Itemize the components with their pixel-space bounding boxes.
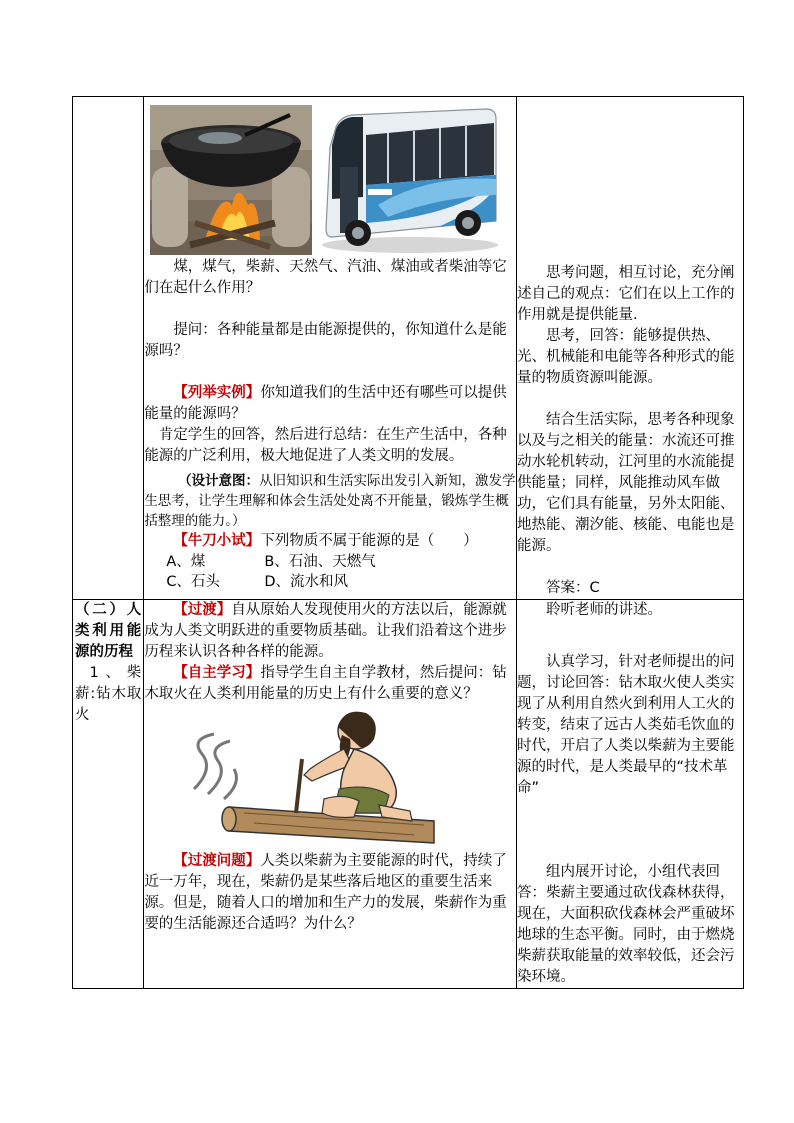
option-c: C、石头	[166, 574, 220, 590]
quiz-options	[144, 552, 516, 592]
answer-6: 组内展开讨论，小组代表回答：柴薪主要通过砍伐森林获得，现在，大面积砍伐森林会严重破坏地球的生态平衡。同时，由于燃烧柴薪获取能量的效率较低，还会污染环境。	[516, 864, 735, 985]
design-intent	[144, 471, 516, 531]
quiz-tag: 【牛刀小试】	[173, 533, 261, 549]
transition-tag: 【过渡】	[173, 602, 232, 618]
self-study-text: 指导学生自主自学教材，然后提问：钻木取火在人类利用能量的历史上有什么重要的意义？	[144, 665, 507, 702]
student-activity-cell	[516, 97, 743, 600]
option-a: A、煤	[166, 554, 206, 570]
example-tag: 【列举实例】	[173, 385, 261, 401]
phase-heading: （二）人类利用能源的历程	[75, 602, 142, 660]
teacher-activity-cell-2	[144, 600, 517, 989]
example-paragraph	[144, 383, 516, 425]
phase-subheading: 1、柴薪:钻木取火	[75, 665, 142, 723]
design-tag: （设计意图：	[178, 473, 260, 489]
stove-photo	[150, 105, 312, 255]
quiz-text: 下列物质不属于能源的是（ ）	[260, 533, 478, 549]
answer-3: 结合生活实际，思考各种现象以及与之相关的能量：水流还可推动水轮机转动，江河里的水流能提供能量；同样，风能推动风车做功，它们具有能量，另外太阳能、地热能、潮汐能、核能、电能也是能源。	[516, 412, 735, 554]
phase-title	[73, 600, 143, 726]
transition-question-paragraph	[144, 851, 516, 935]
self-study-tag: 【自主学习】	[173, 665, 261, 681]
bus-photo	[318, 105, 500, 255]
quiz-answer: 答案：C	[545, 580, 600, 596]
option-d: D、流水和风	[264, 574, 348, 590]
student-activity-cell-2	[516, 600, 743, 989]
answer-1: 思考问题，相互讨论，充分阐述自己的观点：它们在以上工作的作用就是提供能量.	[516, 265, 735, 323]
answer-5: 认真学习，针对老师提出的问题，讨论回答：钻木取火使人类实现了从利用自然火到利用人工火的转变，结束了远古人类茹毛饮血的时代，开启了人类以柴薪为主要能源的时代，是人类最早的“技术革命”	[516, 654, 735, 796]
phase-cell	[73, 600, 144, 989]
question-2: 提问：各种能量都是由能源提供的，你知道什么是能源吗？	[144, 322, 507, 359]
table-row	[73, 97, 744, 600]
option-b: B、石油、天燃气	[264, 554, 376, 570]
self-study-paragraph	[144, 663, 516, 705]
answer-2: 思考，回答：能够提供热、光、机械能和电能等各种形式的能量的物质资源叫能源。	[516, 328, 735, 386]
transition-text: 自从原始人发现使用火的方法以后，能源就成为人类文明跃进的重要物质基础。让我们沿着这个进步历程来认识各种各样的能源。	[144, 602, 507, 660]
drilling-fire-illustration	[184, 709, 454, 849]
illustration-area	[144, 705, 516, 851]
transition-paragraph	[144, 600, 516, 663]
design-text: 从旧知识和生活实际出发引入新知，激发学生思考，让学生理解和体会生活处处离不开能量，锻炼学生概括整理的能力。）	[144, 473, 516, 529]
lesson-table	[72, 96, 744, 989]
table-row	[73, 600, 744, 989]
question-1: 煤，煤气，柴薪、天然气、汽油、煤油或者柴油等它们在起什么作用？	[144, 259, 507, 296]
answer-4: 聆听老师的讲述。	[545, 602, 662, 618]
quiz-paragraph	[144, 531, 516, 552]
teacher-activity-cell	[144, 97, 517, 600]
phase-cell-empty	[73, 97, 144, 600]
summary-text: 肯定学生的回答，然后进行总结：在生产生活中，各种能源的广泛利用，极大地促进了人类文明的发展。	[144, 427, 507, 464]
transition-question-text: 人类以柴薪为主要能源的时代，持续了近一万年，现在，柴薪仍是某些落后地区的重要生活来源。但是，随着人口的增加和生产力的发展，柴薪作为重要的生活能源还合适吗？为什么？	[144, 853, 507, 932]
photo-area	[144, 97, 516, 257]
transition-question-tag: 【过渡问题】	[173, 853, 261, 869]
example-text: 你知道我们的生活中还有哪些可以提供能量的能源吗？	[144, 385, 507, 422]
